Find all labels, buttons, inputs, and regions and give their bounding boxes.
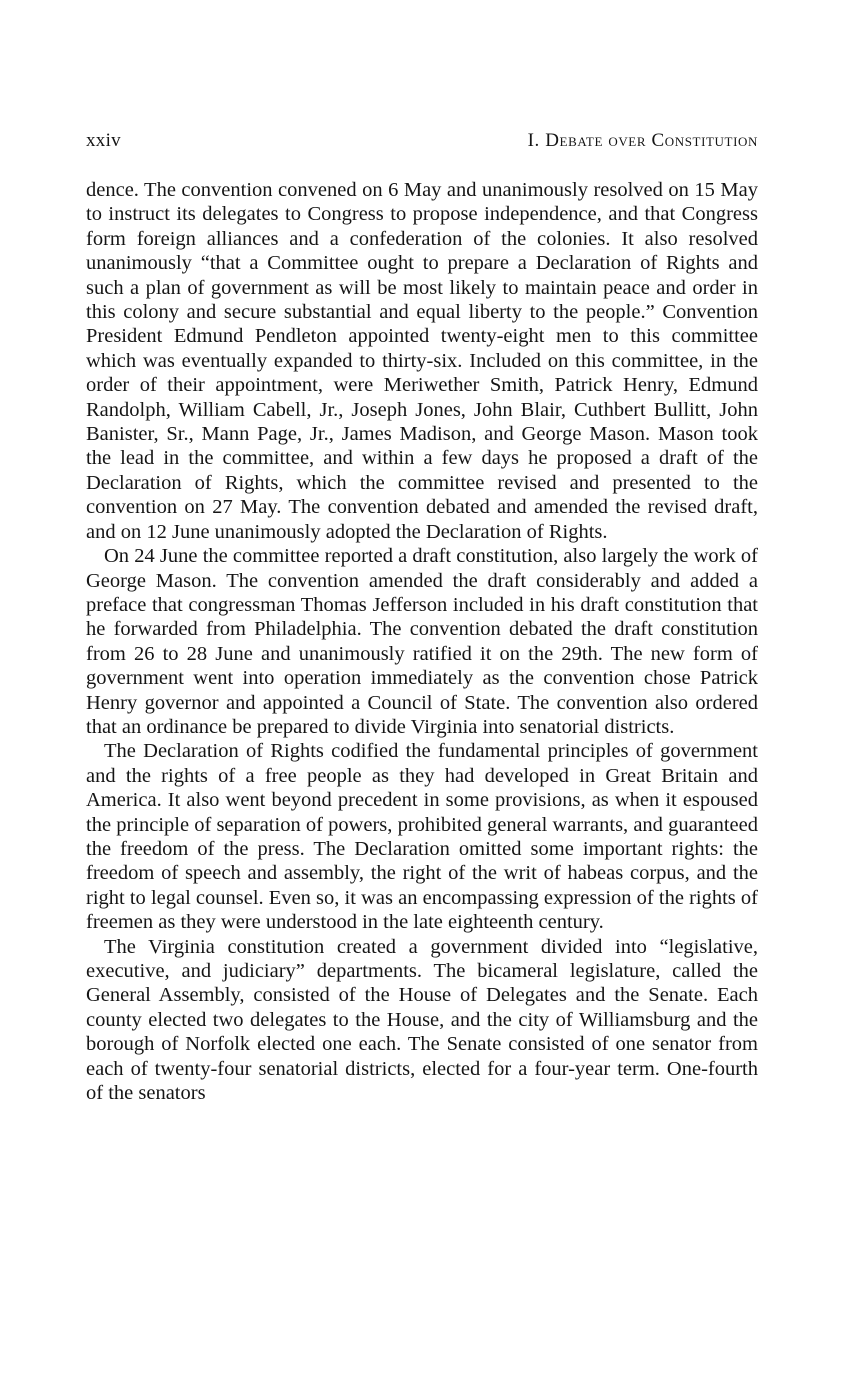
paragraph-1: dence. The convention convened on 6 May and unanimously resolved on 15 May to instruct its delegates to Congress to propose independence, and that Congress form foreign alliances and a confederation of the colonies. It also resolved unanimously “that a Committee ought to prepare a Declaration of Rights and such a plan of government as will be most likely to maintain peace and order in this colony and secure substantial and equal liberty to the people.” Convention President Edmund Pendleton appointed twenty-eight men to this committee which was eventually expanded to thirty-six. Included on this committee, in the order of their appointment, were Meriwether Smith, Patrick Henry, Edmund Randolph, William Cabell, Jr., Joseph Jones, John Blair, Cuthbert Bullitt, John Banister, Sr., Mann Page, Jr., James Madison, and George Mason. Mason took the lead in the committee, and within a few days he proposed a draft of the Declaration of Rights, which the committee revised and presented to the convention on 27 May. The convention debated and amended the revised draft, and on 12 June unanimously adopted the Declaration of Rights. [86, 179, 758, 543]
page-header [86, 130, 758, 160]
document-page [86, 130, 758, 1105]
paragraph-4: The Virginia constitution created a government divided into “legislative, executive, and judiciary” departments. The bicameral legislature, called the General Assembly, consisted of the House of Delegates and the Senate. Each county elected two delegates to the House, and the city of Williamsburg and the borough of Norfolk elected one each. The Senate consisted of one senator from each of twenty-four senatorial districts, elected for a four-year term. One-fourth of the senators [86, 935, 758, 1105]
paragraph-3: The Declaration of Rights codified the fundamental principles of government and the rights of a free people as they had developed in Great Britain and America. It also went beyond precedent in some provisions, as when it espoused the principle of separation of powers, prohibited general warrants, and guaranteed the freedom of the press. The Declaration omitted some important rights: the freedom of speech and assembly, the right of the writ of habeas corpus, and the right to legal counsel. Even so, it was an encompassing expression of the rights of freemen as they were understood in the late eighteenth century. [86, 740, 758, 934]
body-text [86, 178, 758, 1105]
page-number: xxiv [86, 130, 121, 151]
paragraph-2: On 24 June the committee reported a draft constitution, also largely the work of George Mason. The convention amended the draft considerably and added a preface that congressman Thomas Jefferson included in his draft constitution that he forwarded from Philadelphia. The convention debated the draft constitution from 26 to 28 June and unanimously ratified it on the 29th. The new form of government went into operation immediately as the convention chose Patrick Henry governor and appointed a Council of State. The convention also ordered that an ordinance be prepared to divide Virginia into senatorial districts. [86, 545, 758, 738]
running-head: I. Debate over Constitution [527, 130, 758, 151]
